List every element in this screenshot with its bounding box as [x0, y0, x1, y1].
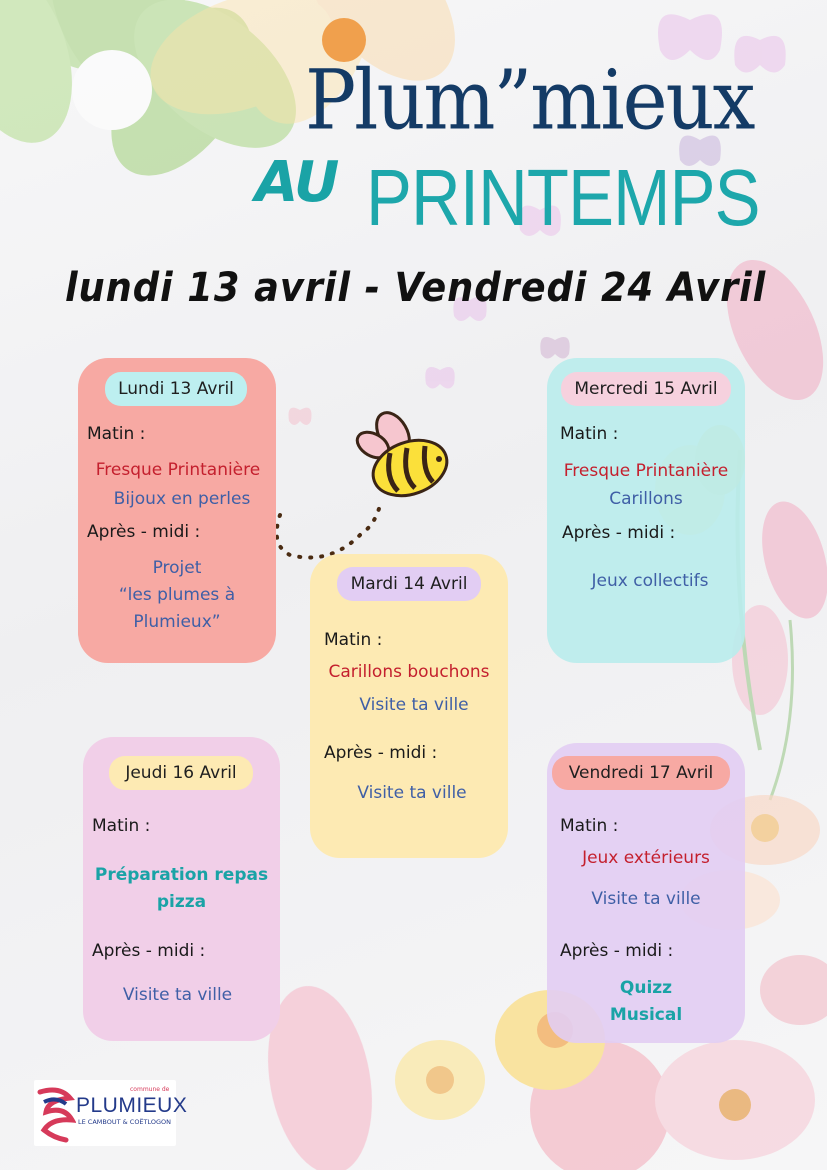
morning-label-friday: Matin : [560, 816, 619, 836]
logo-subtitle: LE CAMBOUT & COËTLOGON [78, 1118, 172, 1126]
activity-tuesday-morning-2: Visite ta ville [359, 695, 469, 715]
date-range: lundi 13 avril - Vendredi 24 Avril [65, 265, 767, 311]
activity-monday-morning-1: Fresque Printanière [95, 460, 261, 480]
bee-trail-decoration [277, 505, 380, 558]
activity-monday-afternoon-1: Projet [152, 558, 202, 578]
bee-icon [355, 405, 455, 500]
afternoon-label-friday: Après - midi : [560, 941, 674, 961]
activity-wednesday-afternoon-1: Jeux collectifs [591, 571, 709, 591]
title-au: AU [255, 150, 338, 215]
activity-friday-morning-1: Jeux extérieurs [582, 848, 710, 868]
day-label-wednesday: Mercredi 15 Avril [561, 372, 731, 406]
activity-tuesday-morning-1: Carillons bouchons [328, 662, 490, 682]
activity-friday-morning-2: Visite ta ville [591, 889, 701, 909]
afternoon-label-thursday: Après - midi : [92, 941, 206, 961]
logo-name: PLUMIEUX [76, 1094, 188, 1117]
day-label-tuesday: Mardi 14 Avril [337, 567, 481, 601]
logo-small-text: commune de [130, 1086, 170, 1093]
logo-swoosh-icon [36, 1084, 76, 1144]
activity-friday-afternoon-2: Musical [609, 1005, 683, 1025]
activity-monday-morning-2: Bijoux en perles [113, 489, 251, 509]
morning-label-thursday: Matin : [92, 816, 151, 836]
afternoon-label-monday: Après - midi : [87, 522, 201, 542]
activity-tuesday-afternoon-1: Visite ta ville [357, 783, 467, 803]
title-printemps: PRINTEMPS [366, 153, 760, 242]
activity-wednesday-morning-2: Carillons [609, 489, 683, 509]
activity-friday-afternoon-1: Quizz [619, 978, 673, 998]
activity-wednesday-morning-1: Fresque Printanière [563, 461, 729, 481]
activity-thursday-morning-2: pizza [156, 892, 207, 912]
afternoon-label-wednesday: Après - midi : [562, 523, 676, 543]
title-plummieux: Plum”mieux [305, 52, 754, 149]
activity-monday-afternoon-3: Plumieux” [133, 612, 221, 632]
morning-label-wednesday: Matin : [560, 424, 619, 444]
plumieux-logo [34, 1080, 188, 1146]
activity-thursday-afternoon-1: Visite ta ville [122, 985, 233, 1005]
activity-thursday-morning-1: Préparation repas [94, 865, 269, 885]
afternoon-label-tuesday: Après - midi : [324, 743, 438, 763]
day-label-friday: Vendredi 17 Avril [552, 756, 730, 790]
day-label-thursday: Jeudi 16 Avril [109, 756, 253, 790]
morning-label-tuesday: Matin : [324, 630, 383, 650]
morning-label-monday: Matin : [87, 424, 146, 444]
activity-monday-afternoon-2: “les plumes à [118, 585, 236, 605]
day-label-monday: Lundi 13 Avril [105, 372, 247, 406]
